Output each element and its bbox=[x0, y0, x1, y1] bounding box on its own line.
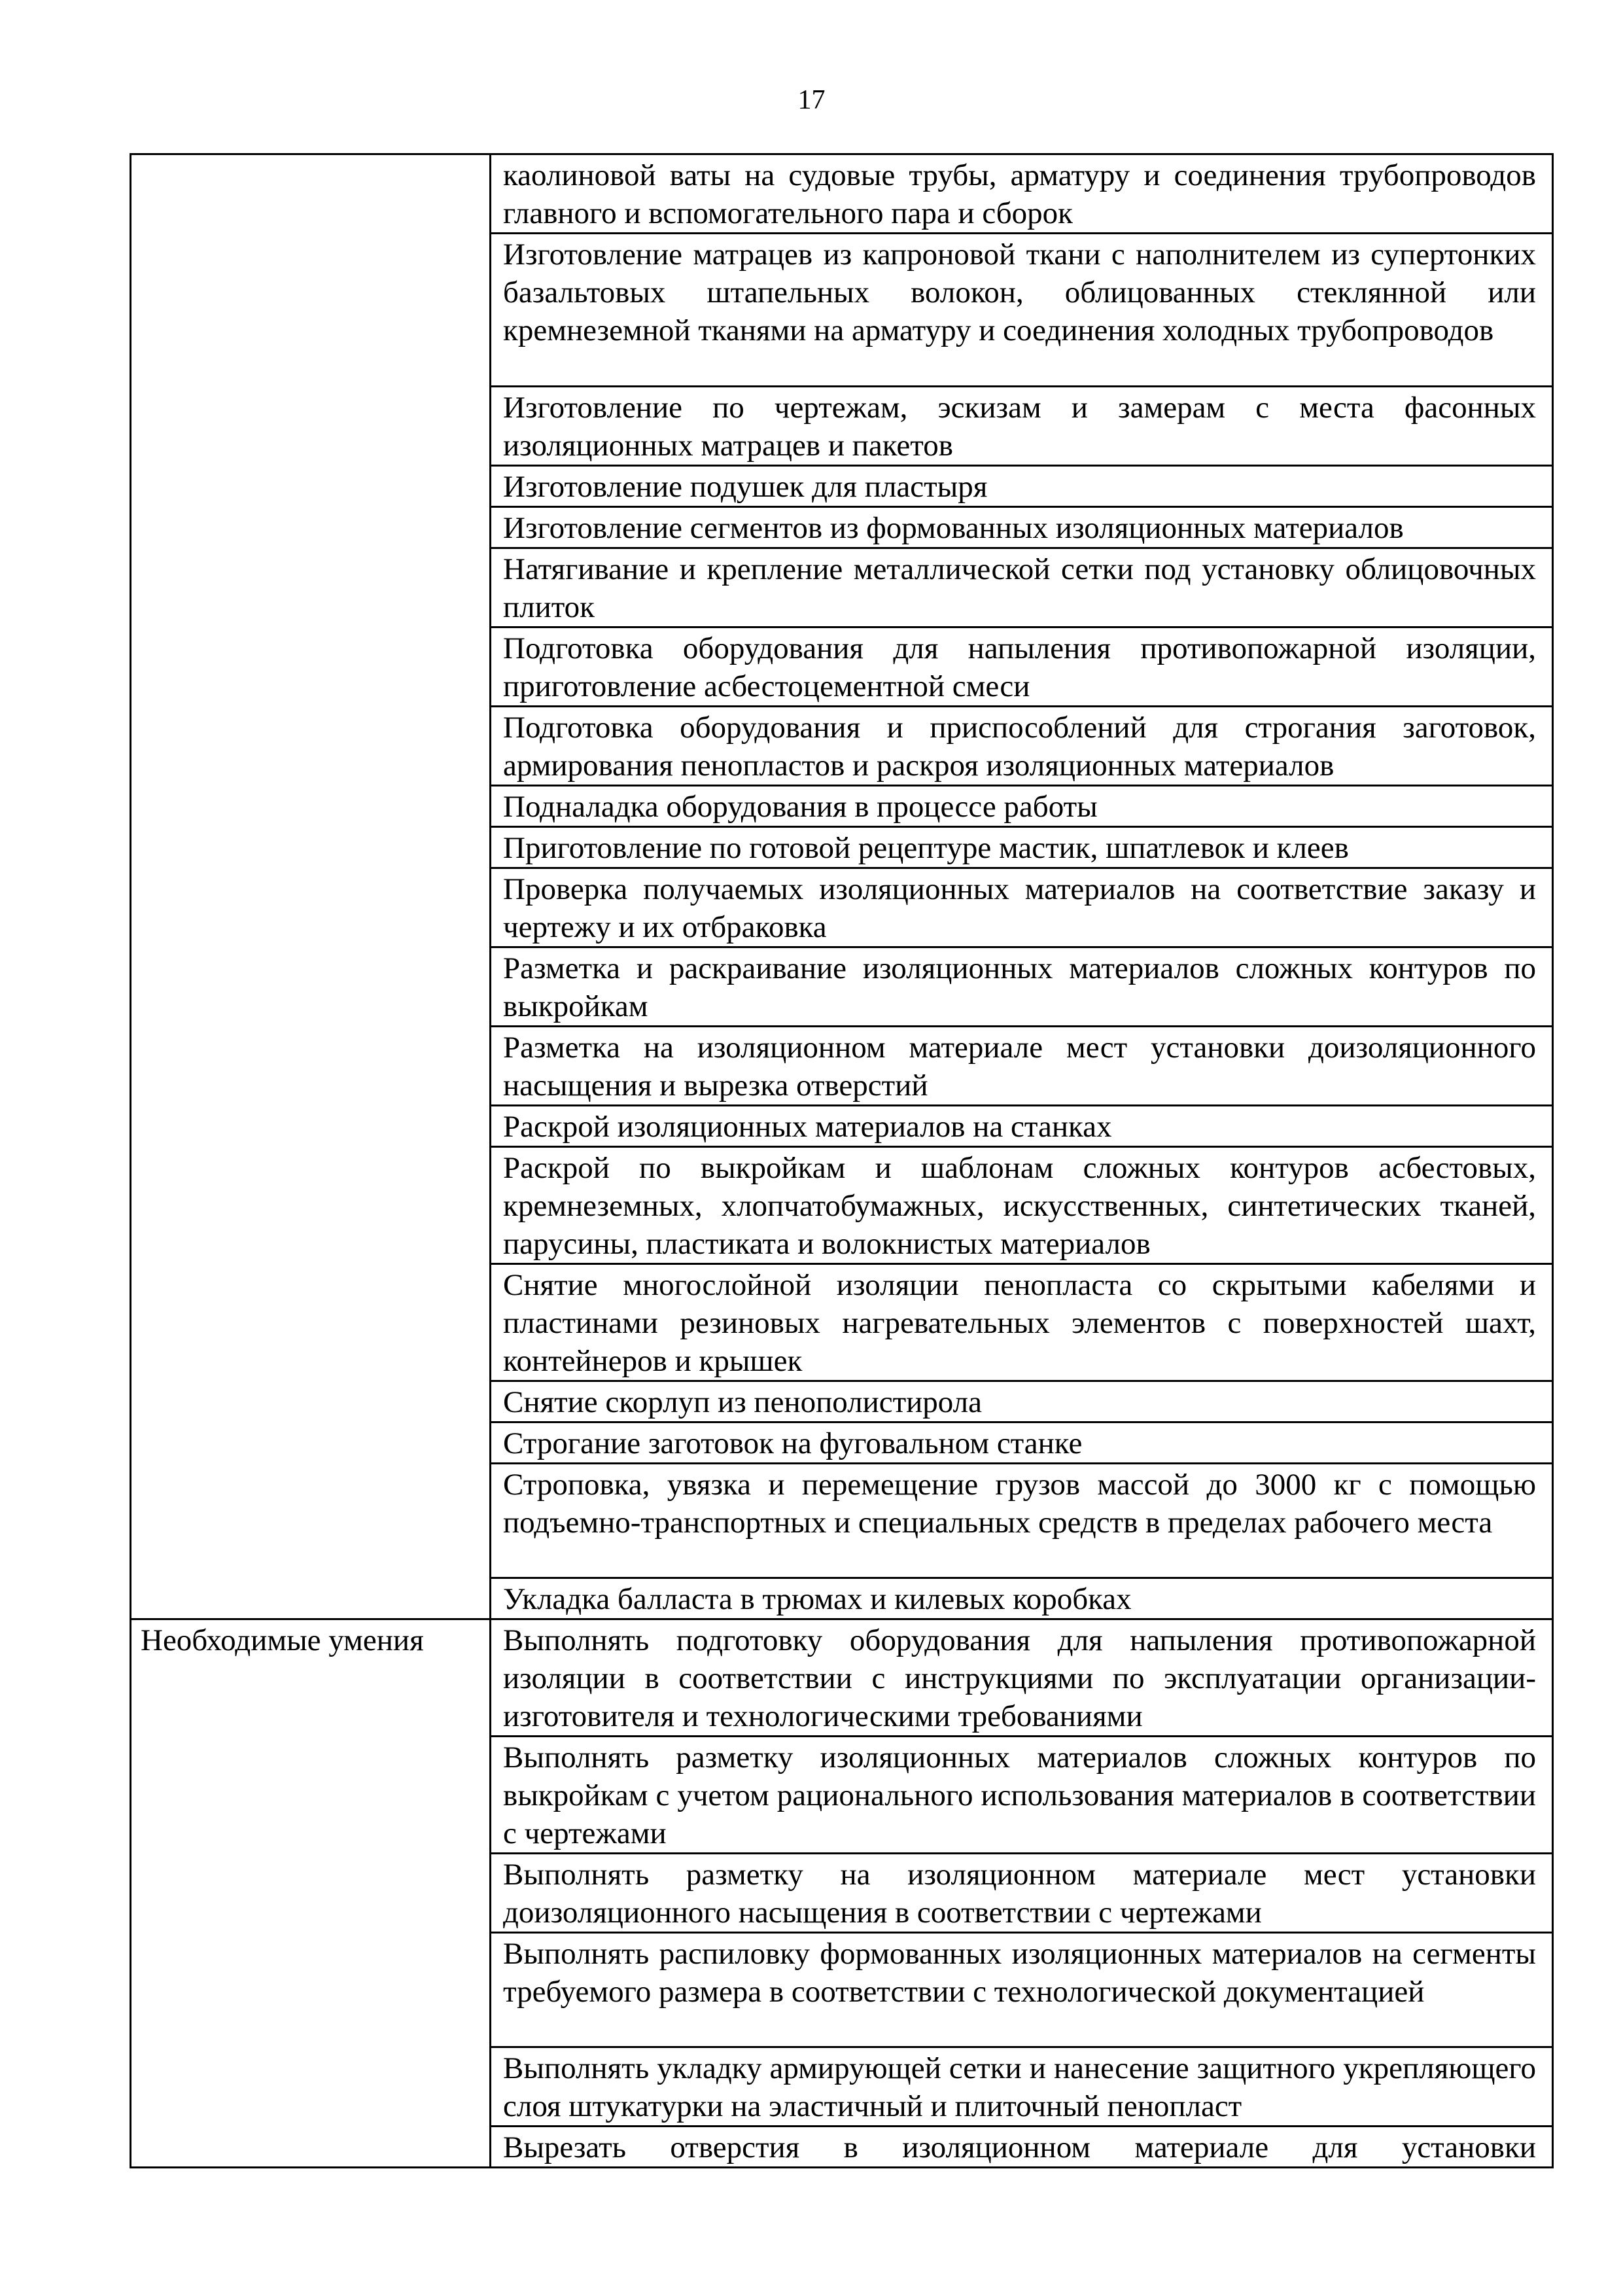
list-item: Снятие многослойной изоляции пенопласта со скрытыми кабелями и пластинами резиновых нагревательных элементов с поверхностей шахт, контейнеров и крышек bbox=[491, 1264, 1553, 1381]
list-item: Проверка получаемых изоляционных материалов на соответствие заказу и чертежу и их отбраковка bbox=[491, 868, 1553, 947]
list-item: Укладка балласта в трюмах и килевых коробках bbox=[491, 1578, 1553, 1619]
list-item: каолиновой ваты на судовые трубы, арматуру и соединения трубопроводов главного и вспомогательного пара и сборок bbox=[491, 154, 1553, 234]
list-item: Разметка и раскраивание изоляционных материалов сложных контуров по выкройкам bbox=[491, 947, 1553, 1027]
list-item: Выполнять распиловку формованных изоляционных материалов на сегменты требуемого размера в соответствии с технологической документацией bbox=[491, 1933, 1553, 2047]
list-item: Изготовление подушек для пластыря bbox=[491, 466, 1553, 507]
page-number: 17 bbox=[797, 85, 826, 115]
list-item: Изготовление сегментов из формованных изоляционных материалов bbox=[491, 507, 1553, 548]
list-item: Подготовка оборудования для напыления противопожарной изоляции, приготовление асбестоцементной смеси bbox=[491, 627, 1553, 707]
list-item: Выполнять укладку армирующей сетки и нанесение защитного укрепляющего слоя штукатурки на эластичный и плиточный пенопласт bbox=[491, 2047, 1553, 2127]
list-item: Раскрой по выкройкам и шаблонам сложных контуров асбестовых, кремнеземных, хлопчатобумажных, искусственных, синтетических тканей, парусины, пластиката и волокнистых материалов bbox=[491, 1147, 1553, 1264]
list-item: Подналадка оборудования в процессе работы bbox=[491, 786, 1553, 827]
requirements-table bbox=[130, 153, 1554, 2168]
list-item: Приготовление по готовой рецептуре мастик, шпатлевок и клеев bbox=[491, 827, 1553, 868]
list-item: Вырезать отверстия в изоляционном материале для установки bbox=[491, 2127, 1553, 2168]
list-item: Выполнять разметку на изоляционном материале мест установки доизоляционного насыщения в соответствии с чертежами bbox=[491, 1854, 1553, 1933]
list-item: Снятие скорлуп из пенополистирола bbox=[491, 1381, 1553, 1422]
table-row bbox=[131, 154, 1553, 234]
section-label-skills: Необходимые умения bbox=[131, 1619, 491, 2168]
list-item: Изготовление по чертежам, эскизам и замерам с места фасонных изоляционных матрацев и пакетов bbox=[491, 387, 1553, 466]
list-item: Разметка на изоляционном материале мест установки доизоляционного насыщения и вырезка отверстий bbox=[491, 1027, 1553, 1106]
list-item: Раскрой изоляционных материалов на станках bbox=[491, 1106, 1553, 1147]
table-row bbox=[131, 1619, 1553, 1737]
list-item: Выполнять разметку изоляционных материалов сложных контуров по выкройкам с учетом рационального использования материалов в соответствии с чертежами bbox=[491, 1737, 1553, 1854]
list-item: Строгание заготовок на фуговальном станке bbox=[491, 1422, 1553, 1464]
list-item: Натягивание и крепление металлической сетки под установку облицовочных плиток bbox=[491, 548, 1553, 627]
section-label-empty bbox=[131, 154, 491, 1619]
list-item: Изготовление матрацев из капроновой ткани с наполнителем из супертонких базальтовых штапельных волокон, облицованных стеклянной или кремнеземной тканями на арматуру и соединения холодных трубопроводов bbox=[491, 234, 1553, 387]
list-item: Подготовка оборудования и приспособлений для строгания заготовок, армирования пенопластов и раскроя изоляционных материалов bbox=[491, 707, 1553, 786]
list-item: Строповка, увязка и перемещение грузов массой до 3000 кг с помощью подъемно-транспортных и специальных средств в пределах рабочего места bbox=[491, 1464, 1553, 1578]
list-item: Выполнять подготовку оборудования для напыления противопожарной изоляции в соответствии с инструкциями по эксплуатации организации-изготовителя и технологическими требованиями bbox=[491, 1619, 1553, 1737]
